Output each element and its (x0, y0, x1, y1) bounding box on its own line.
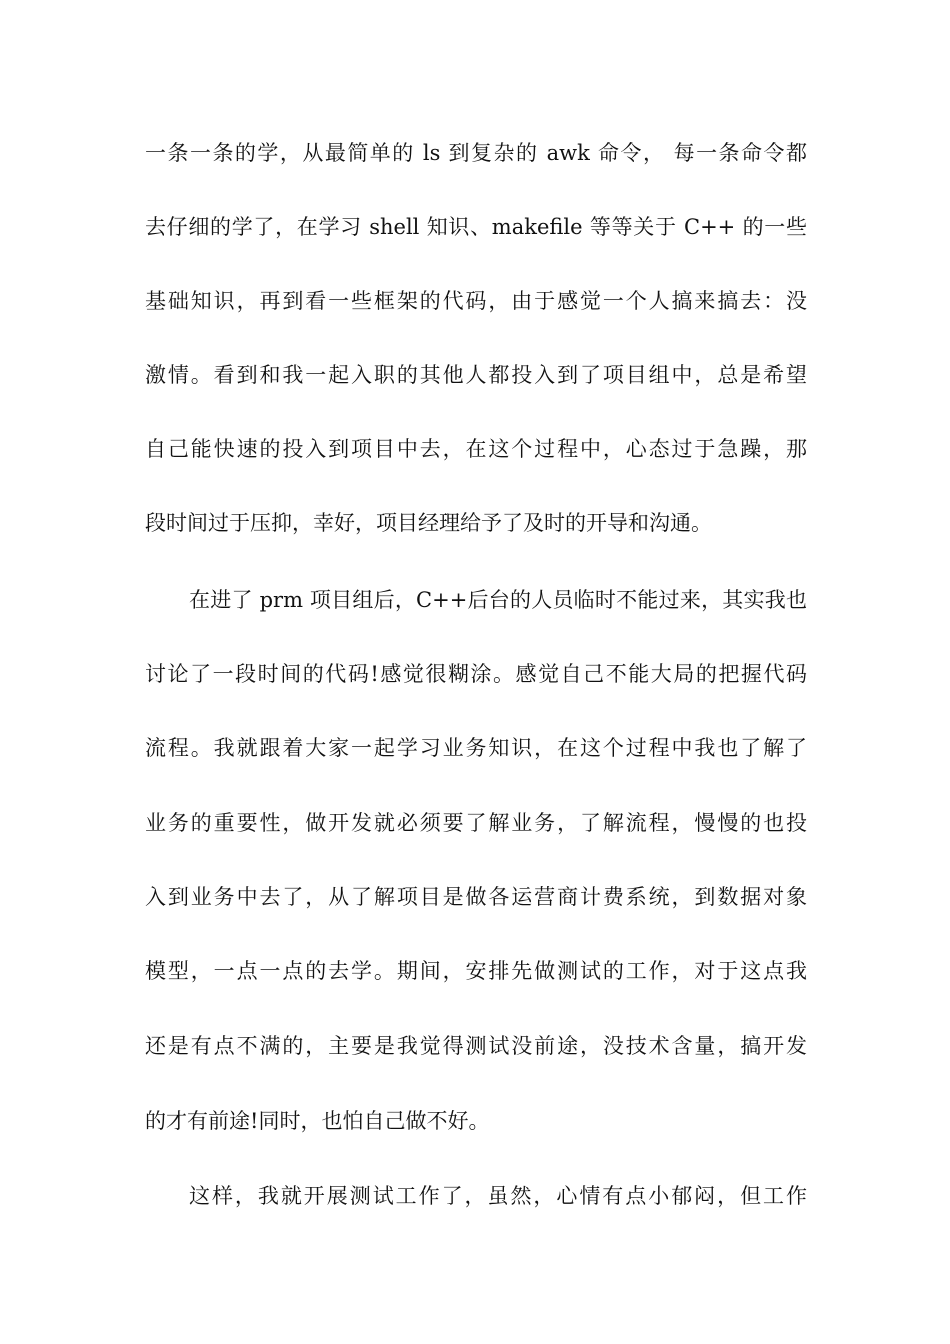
text-line: 入到业务中去了，从了解项目是做各运营商计费系统，到数据对象 (145, 885, 807, 909)
text-line: 流程。我就跟着大家一起学习业务知识，在这个过程中我也了解了 (145, 736, 807, 760)
text-line: 这样，我就开展测试工作了，虽然，心情有点小郁闷，但工作 (189, 1184, 807, 1208)
text-line: 激情。看到和我一起入职的其他人都投入到了项目组中，总是希望 (145, 363, 807, 387)
text-line: 还是有点不满的，主要是我觉得测试没前途，没技术含量，搞开发 (145, 1034, 807, 1058)
text-line: 的才有前途!同时，也怕自己做不好。 (145, 1109, 490, 1133)
text-line: 讨论了一段时间的代码!感觉很糊涂。感觉自己不能大局的把握代码 (145, 662, 807, 686)
text-line: 基础知识，再到看一些框架的代码，由于感觉一个人搞来搞去：没 (145, 289, 807, 313)
text-line: 模型，一点一点的去学。期间，安排先做测试的工作，对于这点我 (145, 959, 807, 983)
text-line: 一条一条的学，从最简单的 ls 到复杂的 awk 命令， 每一条命令都 (145, 141, 807, 165)
text-line: 自己能快速的投入到项目中去，在这个过程中，心态过于急躁，那 (145, 437, 807, 461)
text-line: 段时间过于压抑，幸好，项目经理给予了及时的开导和沟通。 (145, 511, 712, 535)
text-line: 去仔细的学了，在学习 shell 知识、makefile 等等关于 C++ 的一些 (145, 215, 807, 239)
text-line: 在进了 prm 项目组后，C++后台的人员临时不能过来，其实我也 (189, 588, 807, 612)
text-line: 业务的重要性，做开发就必须要了解业务，了解流程，慢慢的也投 (145, 811, 807, 835)
